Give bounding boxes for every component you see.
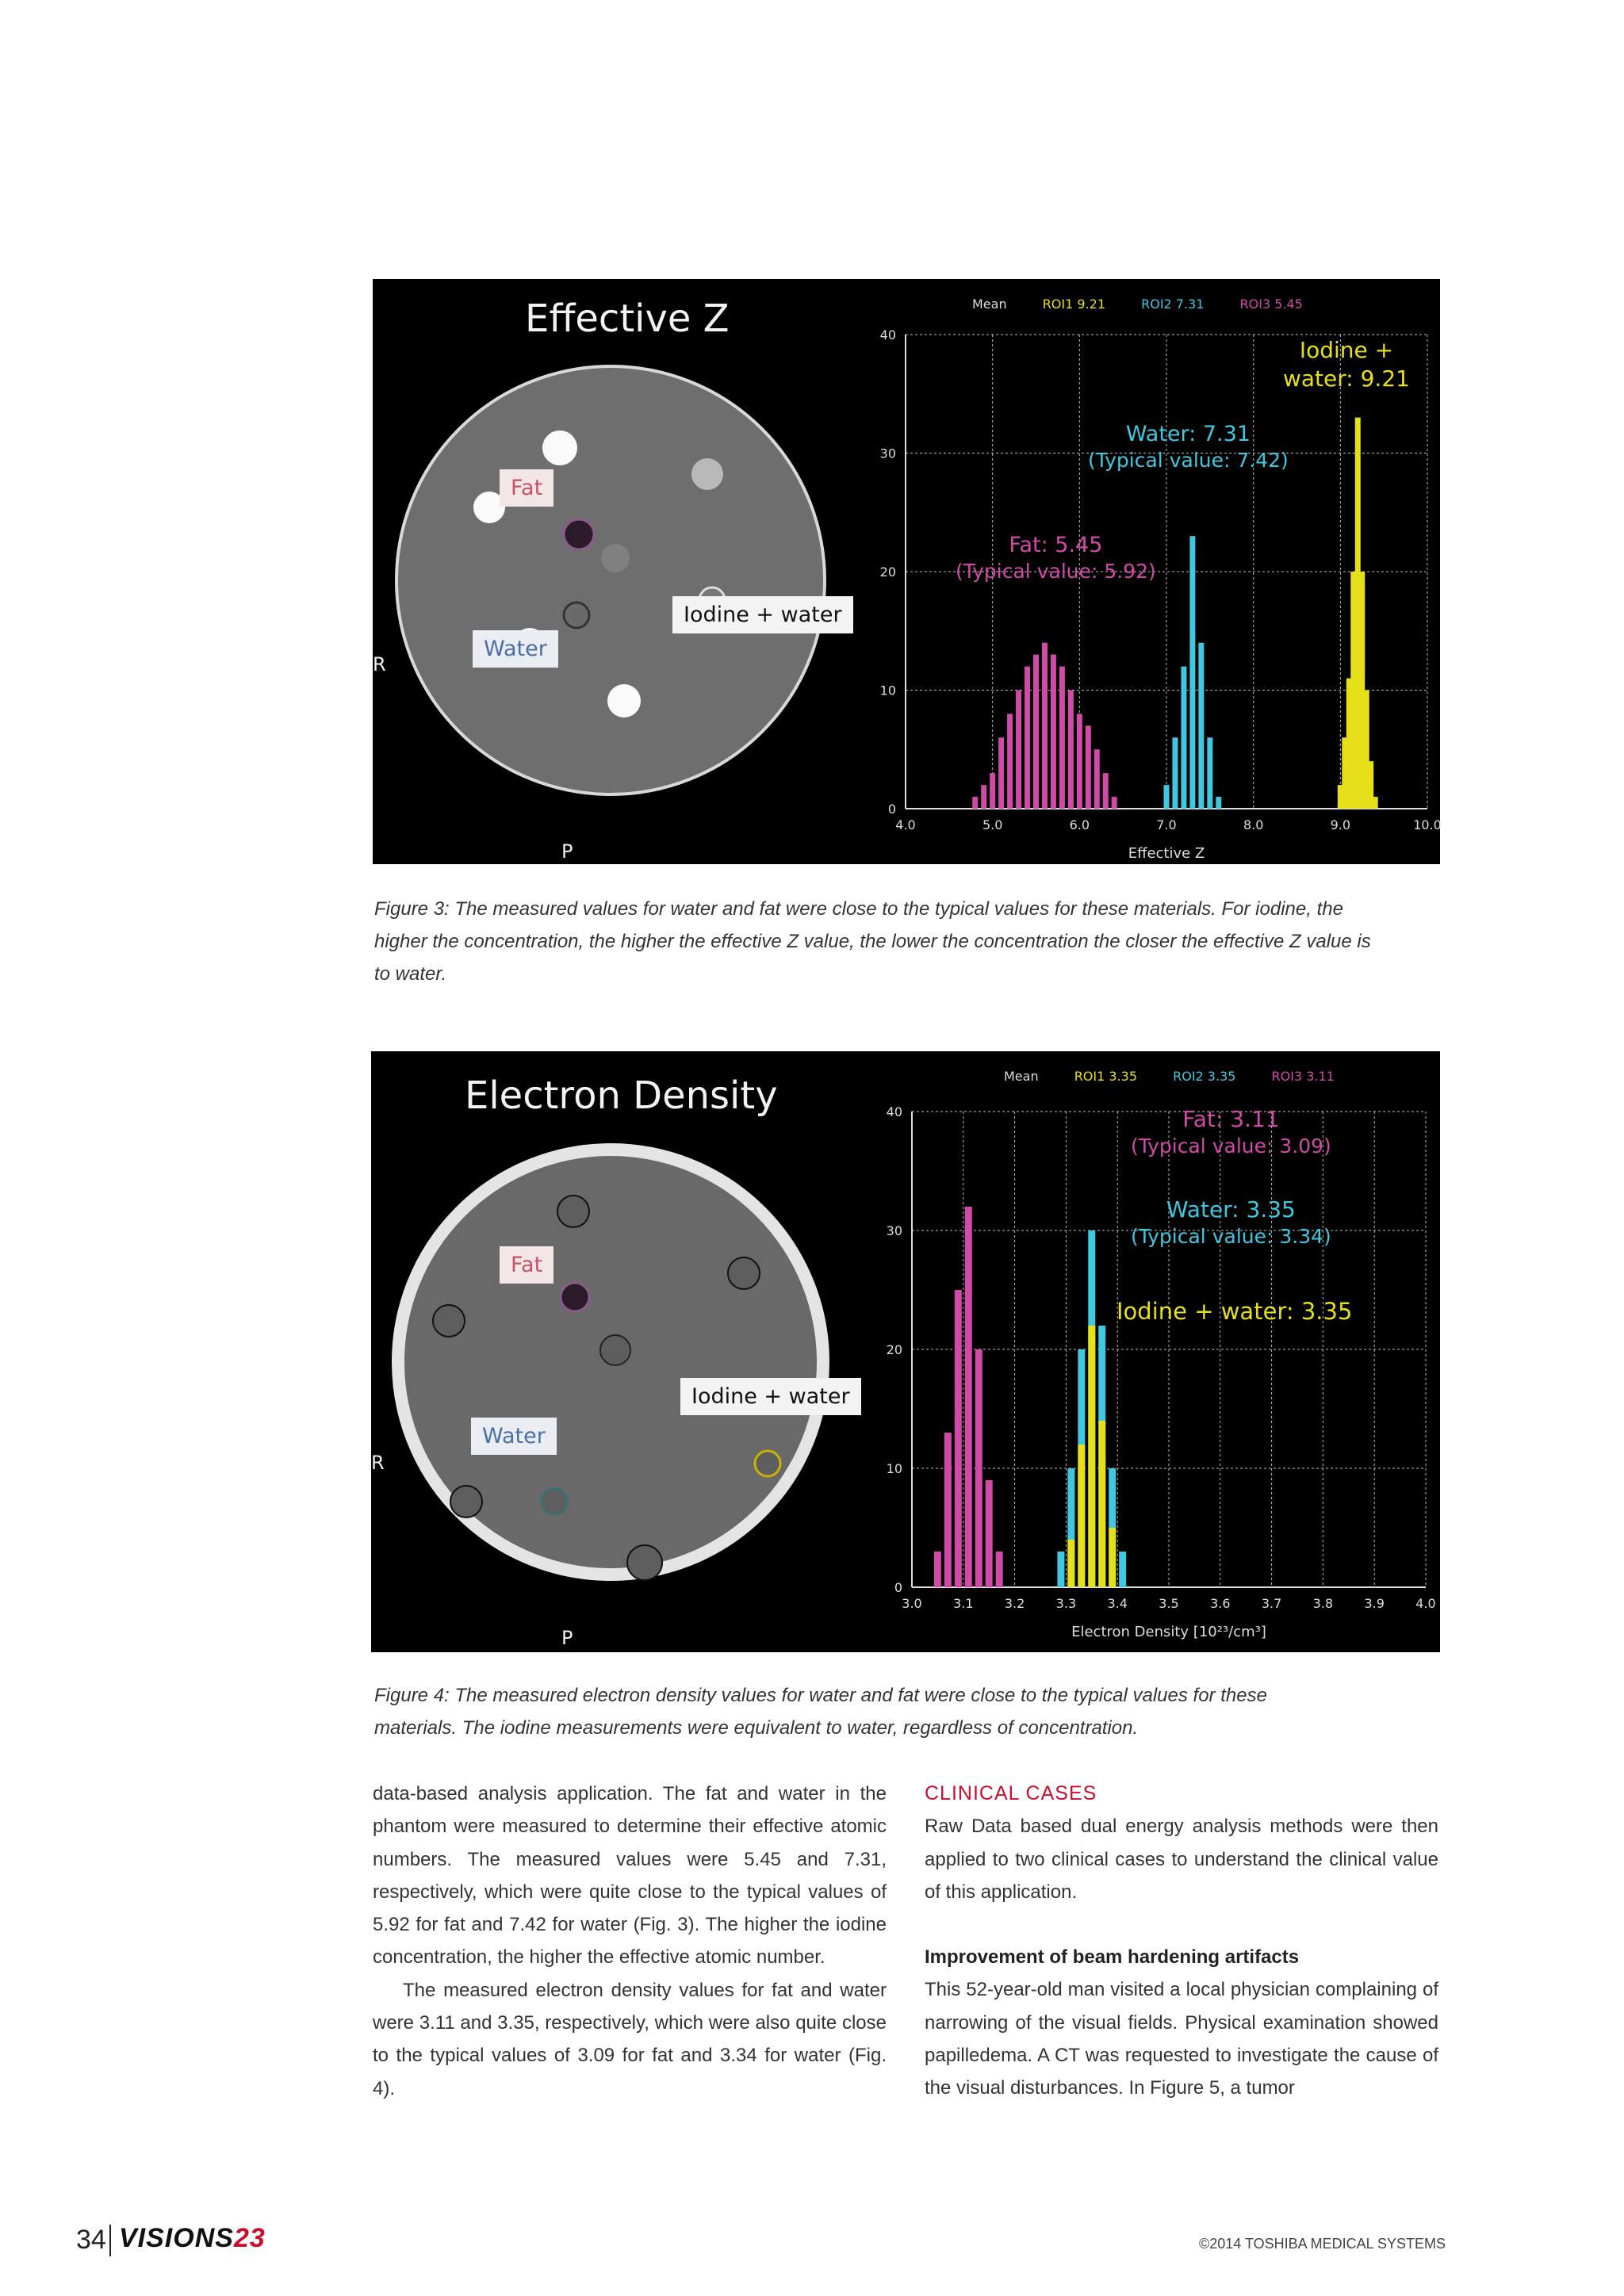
y-tick-label: 40: [879, 327, 896, 342]
water-label: Water: [471, 1418, 557, 1455]
x-tick-label: 3.7: [1261, 1596, 1282, 1611]
histogram-bar: [1086, 725, 1091, 809]
x-tick-label: 3.6: [1210, 1596, 1231, 1611]
iodine-annotation-line1: Iodine +: [1299, 337, 1394, 363]
histogram-bar: [1181, 667, 1186, 809]
histogram-bar: [990, 773, 995, 809]
x-tick-label: 3.1: [953, 1596, 974, 1611]
y-tick-label: 40: [886, 1104, 902, 1119]
mean-label: Mean: [1004, 1069, 1039, 1084]
histogram-bar: [1172, 737, 1178, 809]
x-tick-label: 3.4: [1107, 1596, 1128, 1611]
histogram-bar: [934, 1552, 941, 1587]
brand-logo: [119, 2223, 266, 2254]
histogram-bar: [1059, 667, 1065, 809]
roi2-value: ROI2 3.35: [1173, 1069, 1236, 1084]
water-annotation: [1131, 1196, 1331, 1250]
figure-3-image: [373, 279, 1440, 864]
copyright: ©2014 TOSHIBA MEDICAL SYSTEMS: [1199, 2236, 1446, 2252]
electron-density-histogram: [879, 1083, 1438, 1647]
figure-3-caption: Figure 3: The measured values for water and fat were close to the typical values for these materials. For iodine, the higher the concentration, the higher the effective Z value, the lower the concentration the closer the effective Z value is to water.: [374, 898, 1371, 985]
mean-readout: [1004, 1069, 1366, 1084]
histogram-bar: [1373, 797, 1378, 809]
body-paragraph: data-based analysis application. The fat and water in the phantom were measured to determine their effective atomic numbers. The measured values were 5.45 and 7.31, respectively, which were quite close to the typical values of 5.92 for fat and 7.42 for water (Fig. 3). The higher the iodine concentration, the higher the effective atomic number.: [373, 1783, 887, 1969]
y-tick-label: 20: [886, 1342, 902, 1357]
orientation-posterior: P: [561, 1627, 573, 1649]
body-paragraph: The measured electron density values for fat and water were 3.11 and 3.35, respectively, which were also quite close to the typical values of 3.09 for fat and 3.34 for water (Fig. 4).: [373, 1979, 887, 2099]
y-tick-label: 10: [879, 683, 896, 698]
y-tick-label: 0: [887, 802, 896, 817]
histogram-bar: [975, 1349, 982, 1587]
histogram-bar: [1109, 1528, 1116, 1587]
brand-logo-number: 23: [233, 2223, 266, 2253]
x-axis-label: Electron Density [10²³/cm³]: [1071, 1624, 1266, 1640]
water-annotation: [1088, 420, 1289, 474]
brand-logo-text: VISIONS: [119, 2223, 234, 2253]
histogram-bar: [998, 737, 1004, 809]
x-tick-label: 8.0: [1243, 817, 1264, 832]
mean-readout: [972, 297, 1335, 312]
mean-label: Mean: [972, 297, 1007, 312]
histogram-bar: [1033, 655, 1039, 809]
figure-4-title: Electron Density: [465, 1073, 778, 1118]
histogram-bar: [965, 1207, 972, 1587]
water-label: Water: [473, 630, 558, 668]
figure-3-title: Effective Z: [525, 297, 730, 341]
fat-annotation: [1131, 1105, 1331, 1160]
histogram-bar: [1119, 1552, 1126, 1587]
x-tick-label: 3.3: [1055, 1596, 1077, 1611]
histogram-bar: [1103, 773, 1109, 809]
figure-4-caption: Figure 4: The measured electron density values for water and fat were close to the typical values for these materials. The iodine measurements were equivalent to water, regardless of concentration.: [374, 1685, 1267, 1739]
water-annotation-line1: Water: 7.31: [1125, 422, 1251, 446]
histogram-bar: [1098, 1421, 1105, 1587]
histogram-bar: [986, 1480, 993, 1587]
iodine-annotation: Iodine + water: 3.35: [1116, 1298, 1353, 1325]
fat-annotation-line1: Fat: 5.45: [1009, 533, 1103, 557]
figure-4-image: [371, 1051, 1440, 1652]
roi3-value: ROI3 3.11: [1271, 1069, 1335, 1084]
y-tick-label: 0: [894, 1580, 902, 1595]
y-tick-label: 10: [886, 1461, 902, 1476]
x-tick-label: 3.9: [1364, 1596, 1385, 1611]
histogram-bar: [1067, 1540, 1074, 1587]
histogram-bar: [1189, 536, 1195, 809]
body-paragraph: This 52-year-old man visited a local physician complaining of narrowing of the visual fields. Physical examination showed papilledema. A CT was requested to investigate the cause of the visual disturbances. In Figure 5, a tumor: [925, 1979, 1438, 2099]
histogram-bar: [981, 785, 986, 809]
roi3-value: ROI3 5.45: [1239, 297, 1303, 312]
phantom-ct-scan: [389, 358, 833, 802]
histogram-bar: [1051, 655, 1056, 809]
footer-divider: [109, 2225, 111, 2256]
histogram-bar: [1164, 785, 1170, 809]
body-paragraph: Raw Data based dual energy analysis methods were then applied to two clinical cases to understand the clinical value of this application.: [925, 1816, 1438, 1903]
orientation-right: R: [373, 653, 386, 675]
x-tick-label: 10.0: [1413, 817, 1442, 832]
x-axis-label: Effective Z: [1128, 845, 1205, 862]
fat-annotation-line2: (Typical value: 3.09): [1131, 1135, 1331, 1158]
histogram-bar: [1078, 1445, 1085, 1587]
fat-annotation-line2: (Typical value: 5.92): [956, 560, 1156, 584]
histogram-bar: [944, 1433, 952, 1587]
histogram-bar: [1112, 797, 1117, 809]
fat-label: Fat: [500, 469, 553, 507]
x-tick-label: 4.0: [1415, 1596, 1436, 1611]
body-column-right: [925, 1777, 1438, 2105]
fat-annotation-line1: Fat: 3.11: [1182, 1106, 1280, 1132]
iodine-annotation: [1283, 336, 1410, 394]
histogram-bar: [1207, 737, 1212, 809]
roi1-value: ROI1 9.21: [1042, 297, 1106, 312]
histogram-bar: [1094, 749, 1100, 809]
histogram-bar: [1025, 667, 1030, 809]
x-tick-label: 5.0: [982, 817, 1003, 832]
histogram-bar: [996, 1552, 1003, 1587]
roi2-value: ROI2 7.31: [1141, 297, 1205, 312]
fat-annotation: [956, 531, 1156, 585]
x-tick-label: 4.0: [895, 817, 916, 832]
water-annotation-line2: (Typical value: 7.42): [1088, 449, 1289, 473]
orientation-posterior: P: [561, 840, 573, 863]
histogram-bar: [955, 1290, 962, 1587]
x-tick-label: 3.5: [1159, 1596, 1179, 1611]
subsection-heading: Improvement of beam hardening artifacts: [925, 1946, 1300, 1969]
histogram-bar: [1057, 1552, 1064, 1587]
y-tick-label: 30: [879, 446, 896, 461]
phantom-ct-scan: [387, 1138, 831, 1582]
water-annotation-line1: Water: 3.35: [1166, 1196, 1296, 1223]
histogram-bar: [1198, 643, 1204, 809]
x-tick-label: 3.2: [1004, 1596, 1025, 1611]
histogram-bar: [1016, 691, 1021, 809]
histogram-bar: [1068, 691, 1074, 809]
x-tick-label: 3.8: [1312, 1596, 1334, 1611]
fat-label: Fat: [500, 1246, 553, 1284]
iodine-water-label: Iodine + water: [672, 596, 853, 633]
x-tick-label: 6.0: [1069, 817, 1090, 832]
water-annotation-line2: (Typical value: 3.34): [1131, 1225, 1331, 1249]
histogram-bar: [1077, 714, 1082, 809]
x-tick-label: 7.0: [1156, 817, 1177, 832]
roi1-value: ROI1 3.35: [1074, 1069, 1138, 1084]
x-tick-label: 3.0: [902, 1596, 922, 1611]
body-column-left: [373, 1777, 887, 2105]
iodine-annotation-line2: water: 9.21: [1283, 365, 1410, 392]
histogram-bar: [1042, 643, 1048, 809]
y-tick-label: 30: [886, 1223, 902, 1238]
section-heading: CLINICAL CASES: [925, 1782, 1097, 1804]
y-tick-label: 20: [879, 564, 896, 580]
iodine-water-label: Iodine + water: [680, 1378, 861, 1415]
histogram-bar: [972, 797, 978, 809]
histogram-bar: [1088, 1326, 1095, 1587]
histogram-bar: [1007, 714, 1013, 809]
page-number: 34: [76, 2225, 106, 2255]
x-tick-label: 9.0: [1330, 817, 1351, 832]
orientation-right: R: [371, 1452, 385, 1474]
histogram-bar: [1216, 797, 1221, 809]
